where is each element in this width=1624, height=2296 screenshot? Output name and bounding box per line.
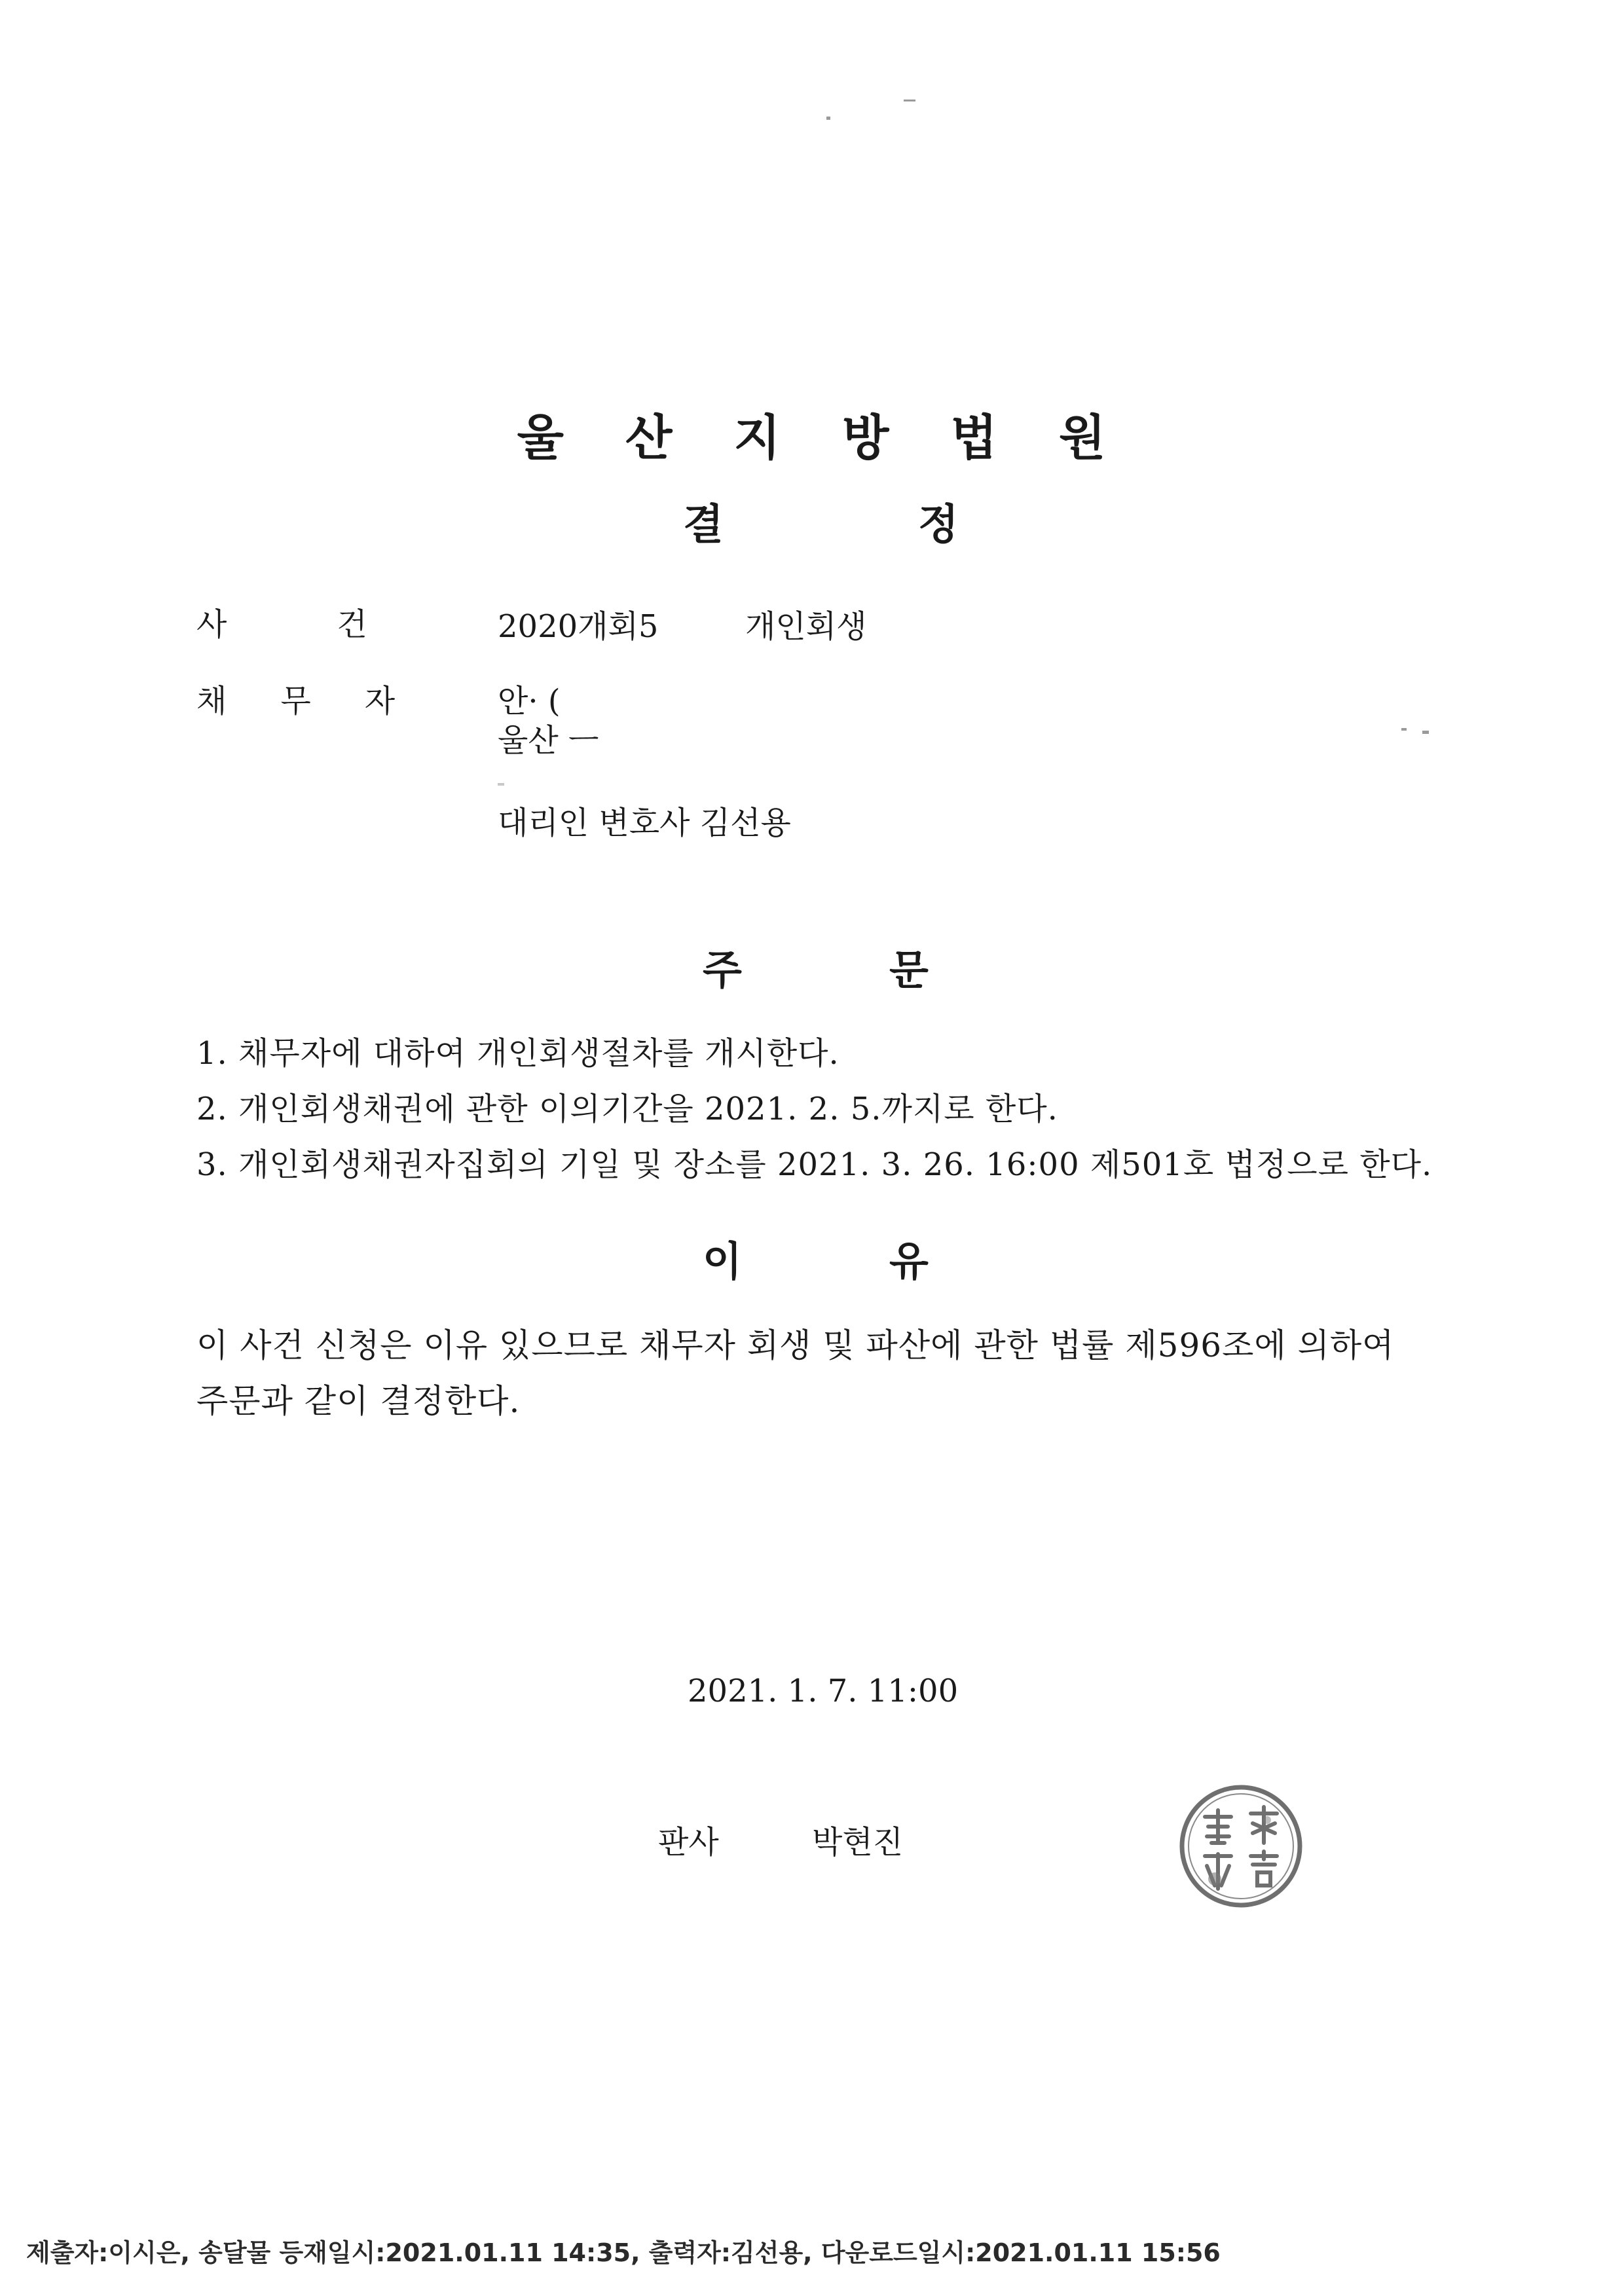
order-item: 3. 개인회생채권자집회의 기일 및 장소를 2021. 3. 26. 16:00 제501호 법정으로 한다. <box>196 1146 1433 1183</box>
decision-title-left: 결 <box>683 501 724 549</box>
debtor-label <box>196 676 395 721</box>
redaction-edge-mark <box>1422 731 1429 734</box>
download-footer: 제출자:이시은, 송달물 등재일시:2021.01.11 14:35, 출력자:김선용, 다운로드일시:2021.01.11 15:56 <box>26 2238 1221 2267</box>
decision-date: 2021. 1. 7. 11:00 <box>688 1673 959 1709</box>
debtor-name: 안· ( <box>498 683 561 720</box>
order-item: 1. 채무자에 대하여 개인회생절차를 개시한다. <box>196 1035 840 1072</box>
court-title-char: 산 <box>625 410 674 466</box>
redaction-edge-mark <box>1401 728 1407 731</box>
case-label-char: 건 <box>337 606 367 643</box>
judge-title: 판사 <box>658 1824 719 1861</box>
court-title-char: 울 <box>517 410 566 466</box>
debtor-label-char: 자 <box>364 683 396 720</box>
judge-seal-icon <box>1175 1781 1306 1912</box>
case-label-char: 사 <box>196 606 227 643</box>
court-title-char: 법 <box>950 410 999 466</box>
court-title-char: 방 <box>842 410 891 466</box>
reason-line: 주문과 같이 결정한다. <box>196 1382 521 1420</box>
scan-speck <box>904 100 915 101</box>
reason-line: 이 사건 신청은 이유 있으므로 채무자 회생 및 파산에 관한 법률 제596조에 의하여 <box>196 1326 1395 1364</box>
reason-heading-left: 이 <box>703 1237 742 1285</box>
debtor-address: 울산 ㅡ <box>498 722 599 759</box>
judge-name: 박현진 <box>812 1824 904 1861</box>
decision-title-right: 정 <box>918 501 959 549</box>
reason-heading-right: 유 <box>889 1237 929 1285</box>
order-heading-left: 주 <box>703 946 742 994</box>
debtor-label-char: 무 <box>280 683 311 720</box>
court-title-char: 지 <box>733 410 782 466</box>
case-number: 2020개회5 <box>498 608 659 645</box>
scan-speck <box>498 783 504 786</box>
court-title <box>0 399 1624 469</box>
order-heading-right: 문 <box>889 946 929 994</box>
court-title-char: 원 <box>1058 410 1107 466</box>
case-label <box>196 599 367 644</box>
debtor-label-char: 채 <box>196 683 227 720</box>
case-type: 개인회생 <box>745 608 867 645</box>
order-item: 2. 개인회생채권에 관한 이의기간을 2021. 2. 5.까지로 한다. <box>196 1091 1058 1127</box>
scan-speck <box>826 117 830 120</box>
debtor-agent: 대리인 변호사 김선용 <box>498 805 791 841</box>
